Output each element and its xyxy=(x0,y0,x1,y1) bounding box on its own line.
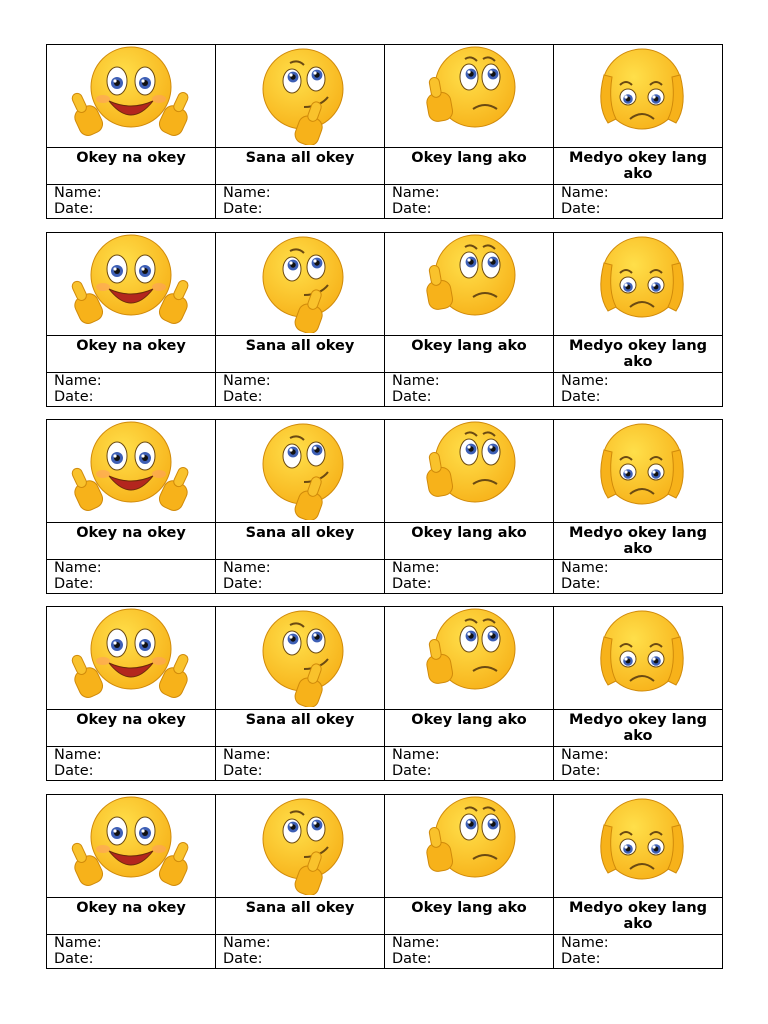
name-field-label: Name: xyxy=(223,935,271,951)
date-field-label: Date: xyxy=(561,389,601,405)
emoji-label: Medyo okey lang ako xyxy=(554,898,723,935)
name-field-label: Name: xyxy=(54,747,102,763)
name-date-fields[interactable] xyxy=(385,560,554,594)
emoji-label: Sana all okey xyxy=(216,523,385,560)
date-field-label: Date: xyxy=(561,576,601,592)
name-date-fields[interactable] xyxy=(554,747,723,781)
date-field-label: Date: xyxy=(54,951,94,967)
sad-hands-on-cheeks-emoji-icon xyxy=(554,45,723,148)
name-field-label: Name: xyxy=(223,185,271,201)
emoji-card xyxy=(46,419,723,594)
name-field-label: Name: xyxy=(561,747,609,763)
name-date-fields[interactable] xyxy=(385,747,554,781)
name-field-label: Name: xyxy=(392,185,440,201)
hopeful-thinking-emoji-icon xyxy=(216,233,385,336)
name-field-label: Name: xyxy=(54,185,102,201)
emoji-label: Okey lang ako xyxy=(385,336,554,373)
emoji-label: Okey na okey xyxy=(47,710,216,747)
emoji-label: Okey lang ako xyxy=(385,523,554,560)
worried-hand-on-cheek-emoji-icon xyxy=(385,795,554,898)
thumbs-up-grin-emoji-icon xyxy=(47,420,216,523)
name-date-fields[interactable] xyxy=(47,560,216,594)
date-field-label: Date: xyxy=(392,763,432,779)
name-field-label: Name: xyxy=(54,560,102,576)
name-field-label: Name: xyxy=(561,560,609,576)
date-field-label: Date: xyxy=(223,201,263,217)
emoji-label: Okey na okey xyxy=(47,523,216,560)
name-field-label: Name: xyxy=(392,935,440,951)
name-date-fields[interactable] xyxy=(47,185,216,219)
worried-hand-on-cheek-emoji-icon xyxy=(385,607,554,710)
hopeful-thinking-emoji-icon xyxy=(216,607,385,710)
name-field-label: Name: xyxy=(223,373,271,389)
sad-hands-on-cheeks-emoji-icon xyxy=(554,795,723,898)
emoji-label: Medyo okey lang ako xyxy=(554,148,723,185)
emoji-card xyxy=(46,606,723,781)
name-date-fields[interactable] xyxy=(216,935,385,969)
date-field-label: Date: xyxy=(392,201,432,217)
name-date-fields[interactable] xyxy=(554,560,723,594)
name-field-label: Name: xyxy=(54,373,102,389)
name-field-label: Name: xyxy=(223,747,271,763)
name-field-label: Name: xyxy=(561,935,609,951)
emoji-label: Okey lang ako xyxy=(385,898,554,935)
name-field-label: Name: xyxy=(561,373,609,389)
thumbs-up-grin-emoji-icon xyxy=(47,795,216,898)
name-field-label: Name: xyxy=(223,560,271,576)
thumbs-up-grin-emoji-icon xyxy=(47,607,216,710)
hopeful-thinking-emoji-icon xyxy=(216,45,385,148)
name-field-label: Name: xyxy=(561,185,609,201)
hopeful-thinking-emoji-icon xyxy=(216,795,385,898)
name-date-fields[interactable] xyxy=(385,935,554,969)
sad-hands-on-cheeks-emoji-icon xyxy=(554,607,723,710)
emoji-label: Medyo okey lang ako xyxy=(554,710,723,747)
name-date-fields[interactable] xyxy=(47,935,216,969)
emoji-label: Okey na okey xyxy=(47,148,216,185)
emoji-label: Okey lang ako xyxy=(385,710,554,747)
emoji-card xyxy=(46,794,723,969)
date-field-label: Date: xyxy=(54,763,94,779)
date-field-label: Date: xyxy=(54,389,94,405)
name-date-fields[interactable] xyxy=(554,935,723,969)
emoji-card xyxy=(46,44,723,219)
date-field-label: Date: xyxy=(54,201,94,217)
thumbs-up-grin-emoji-icon xyxy=(47,45,216,148)
name-date-fields[interactable] xyxy=(385,185,554,219)
emoji-label: Medyo okey lang ako xyxy=(554,523,723,560)
sad-hands-on-cheeks-emoji-icon xyxy=(554,233,723,336)
date-field-label: Date: xyxy=(392,576,432,592)
date-field-label: Date: xyxy=(223,951,263,967)
worried-hand-on-cheek-emoji-icon xyxy=(385,420,554,523)
emoji-label: Medyo okey lang ako xyxy=(554,336,723,373)
name-date-fields[interactable] xyxy=(554,373,723,407)
emoji-label: Sana all okey xyxy=(216,898,385,935)
name-field-label: Name: xyxy=(54,935,102,951)
emoji-card xyxy=(46,232,723,407)
emoji-label: Sana all okey xyxy=(216,336,385,373)
name-date-fields[interactable] xyxy=(216,747,385,781)
date-field-label: Date: xyxy=(561,763,601,779)
emoji-label: Okey na okey xyxy=(47,336,216,373)
name-field-label: Name: xyxy=(392,373,440,389)
date-field-label: Date: xyxy=(54,576,94,592)
name-date-fields[interactable] xyxy=(216,560,385,594)
date-field-label: Date: xyxy=(223,763,263,779)
emoji-label: Sana all okey xyxy=(216,148,385,185)
date-field-label: Date: xyxy=(223,389,263,405)
emoji-label: Sana all okey xyxy=(216,710,385,747)
emoji-label: Okey na okey xyxy=(47,898,216,935)
date-field-label: Date: xyxy=(561,951,601,967)
name-date-fields[interactable] xyxy=(216,373,385,407)
thumbs-up-grin-emoji-icon xyxy=(47,233,216,336)
date-field-label: Date: xyxy=(392,951,432,967)
date-field-label: Date: xyxy=(223,576,263,592)
name-date-fields[interactable] xyxy=(47,747,216,781)
worried-hand-on-cheek-emoji-icon xyxy=(385,45,554,148)
worried-hand-on-cheek-emoji-icon xyxy=(385,233,554,336)
name-date-fields[interactable] xyxy=(216,185,385,219)
name-field-label: Name: xyxy=(392,747,440,763)
name-field-label: Name: xyxy=(392,560,440,576)
date-field-label: Date: xyxy=(561,201,601,217)
hopeful-thinking-emoji-icon xyxy=(216,420,385,523)
name-date-fields[interactable] xyxy=(554,185,723,219)
emoji-label: Okey lang ako xyxy=(385,148,554,185)
sad-hands-on-cheeks-emoji-icon xyxy=(554,420,723,523)
date-field-label: Date: xyxy=(392,389,432,405)
name-date-fields[interactable] xyxy=(385,373,554,407)
name-date-fields[interactable] xyxy=(47,373,216,407)
